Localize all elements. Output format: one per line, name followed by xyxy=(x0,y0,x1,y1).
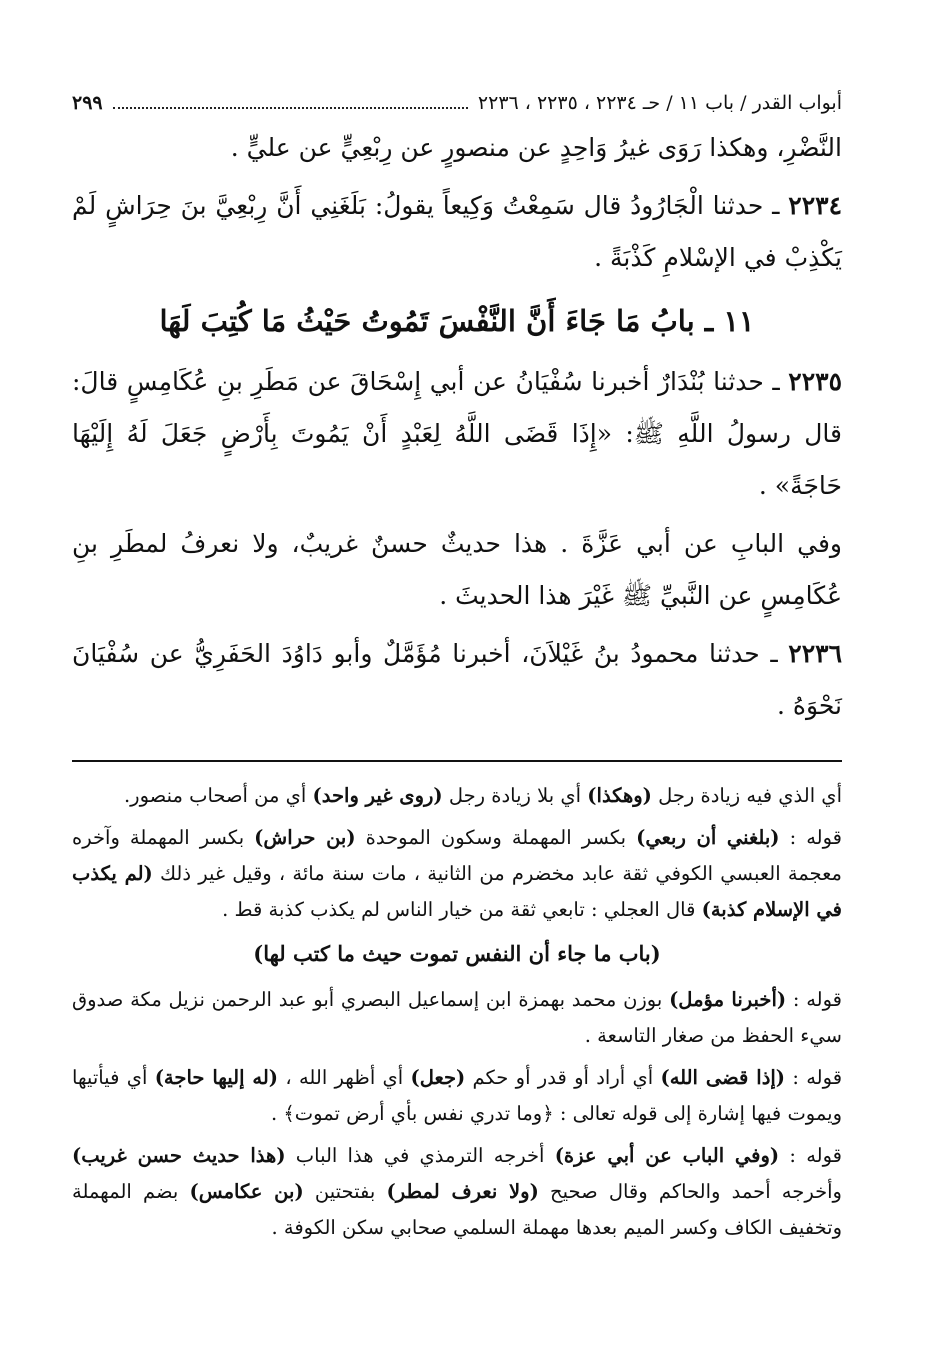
commentary-text: قوله : xyxy=(779,826,842,849)
commentary-paragraph xyxy=(72,982,842,1054)
footnote-divider xyxy=(72,760,842,762)
commentary-term: (هذا حديث حسن غريب) xyxy=(72,1144,286,1167)
commentary-term: (وفي الباب عن أبي عزة) xyxy=(554,1144,780,1167)
running-header xyxy=(72,88,842,122)
commentary-text: قوله : xyxy=(779,1144,842,1167)
commentary-text: بوزن محمد بهمزة ابن إسماعيل البصري أبو عبد الرحمن نزيل مكة صدوق سيء الحفظ من صغار التاسعة . xyxy=(72,988,842,1047)
hadith-number: ٢٢٣٦ xyxy=(788,639,842,668)
hadith-2234 xyxy=(72,180,842,284)
commentary xyxy=(72,778,842,1246)
chapter-title: ١١ ـ بابُ مَا جَاءَ أَنَّ النَّفْسَ تَمُوتُ حَيْثُ مَا كُتِبَ لَهَا xyxy=(159,304,755,338)
commentary-term: (بن عكامس) xyxy=(189,1180,304,1203)
commentary-term: (أخبرنا مؤمل) xyxy=(669,988,787,1011)
commentary-term: (جعل) xyxy=(410,1066,466,1089)
commentary-text: أخرجه الترمذي في هذا الباب xyxy=(285,1144,555,1167)
commentary-text: أي أظهر الله ، xyxy=(278,1066,411,1089)
commentary-term: (روى غير واحد) xyxy=(312,784,443,807)
commentary-term: (إذا قضى الله) xyxy=(660,1066,786,1089)
commentary-text: بضم المهملة وتخفيف الكاف وكسر الميم بعدها مهملة السلمي صحابي سكن الكوفة . xyxy=(72,1180,842,1239)
commentary-paragraph xyxy=(72,778,842,814)
commentary-paragraph xyxy=(72,1060,842,1132)
hadith-text: ـ حدثنا بُنْدَارٌ أخبرنا سُفْيَانُ عن أبي إِسْحَاقَ عن مَطَرِ بنِ عُكَامِسٍ قالَ: قال رسولُ اللَّهِ ﷺ: «إِذَا قَضَى اللَّهُ لِعَبْدٍ أَنْ يَمُوتَ بِأَرْضٍ جَعَلَ لَهُ إِلَيْهَا حَاجَةً» . xyxy=(72,367,842,500)
commentary-text: أي الذي فيه زيادة رجل xyxy=(651,784,842,807)
header-dot-leader xyxy=(113,93,468,109)
commentary-text: أي بلا زيادة رجل xyxy=(442,784,588,807)
intro-line: النَّضْرِ، وهكذا رَوَى غيرُ وَاحِدٍ عن منصورٍ عن رِبْعِيٍّ عن عليٍّ . xyxy=(230,133,842,162)
commentary-paragraph xyxy=(72,1138,842,1246)
hadith-2235 xyxy=(72,356,842,512)
hadith-text: ـ حدثنا محمودُ بنُ غَيْلاَنَ، أخبرنا مُؤَمَّلٌ وأبو دَاوُدَ الحَفَرِيُّ عن سُفْيَانَ نَحْوَهُ . xyxy=(72,639,842,720)
commentary-text: قوله : xyxy=(785,1066,843,1089)
commentary-term: (ولا نعرف لمطر) xyxy=(386,1180,539,1203)
commentary-paragraph xyxy=(72,820,842,928)
hadith-number: ٢٢٣٤ xyxy=(788,191,842,220)
main-text xyxy=(72,122,842,732)
page xyxy=(72,88,842,1252)
hadith-text: ـ حدثنا الْجَارُودُ قال سَمِعْتُ وَكِيعاً يقولُ: بَلَغَنِي أَنَّ رِبْعِيَّ بنَ حِرَاشٍ لَمْ يَكْذِبْ في الإسْلامِ كَذْبَةً . xyxy=(72,191,842,272)
page-number: ٢٩٩ xyxy=(72,92,103,114)
commentary-text: وأخرجه أحمد والحاكم وقال صحيح xyxy=(538,1180,842,1203)
bab-note: وفي البابِ عن أبي عَزَّةَ . هذا حديثٌ حسنٌ غريبٌ، ولا نعرفُ لمطَرِ بنِ عُكَامِسٍ عن النَّبيِّ ﷺ غَيْرَ هذا الحديثَ . xyxy=(72,529,842,610)
running-title: أبواب القدر / باب ١١ / حـ ٢٢٣٤ ، ٢٢٣٥ ، ٢٢٣٦ xyxy=(477,92,842,114)
commentary-term: (لم يكذب في الإسلام كذبة) xyxy=(72,862,842,921)
commentary-term: (له إليها حاجة) xyxy=(154,1066,279,1089)
commentary-text: أي أراد أو قدر أو حكم xyxy=(465,1066,661,1089)
commentary-chapter-title: (باب ما جاء أن النفس تموت حيث ما كتب لها) xyxy=(253,941,661,966)
commentary-text: بكسر المهملة وآخره معجمة العبسي الكوفي ثقة عابد مخضرم من الثانية ، مات سنة مائة ، وقيل غير ذلك xyxy=(72,826,842,885)
commentary-term: (بلغني أن ربعي) xyxy=(636,826,780,849)
commentary-text: قوله : xyxy=(786,988,842,1011)
commentary-text: بفتحتين xyxy=(303,1180,387,1203)
commentary-text: أي فيأتيها ويموت فيها إشارة إلى قوله تعالى : ﴿وما تدري نفس بأي أرض تموت﴾ . xyxy=(72,1066,842,1125)
hadith-number: ٢٢٣٥ xyxy=(788,367,842,396)
commentary-text: أي من أصحاب منصور. xyxy=(123,784,313,807)
commentary-term: (وهكذا) xyxy=(587,784,652,807)
commentary-text: قال العجلي : تابعي ثقة من خيار الناس لم يكذب كذبة قط . xyxy=(222,898,702,921)
commentary-term: (بن حراش) xyxy=(254,826,356,849)
hadith-2236 xyxy=(72,628,842,732)
commentary-text: بكسر المهملة وسكون الموحدة xyxy=(355,826,637,849)
